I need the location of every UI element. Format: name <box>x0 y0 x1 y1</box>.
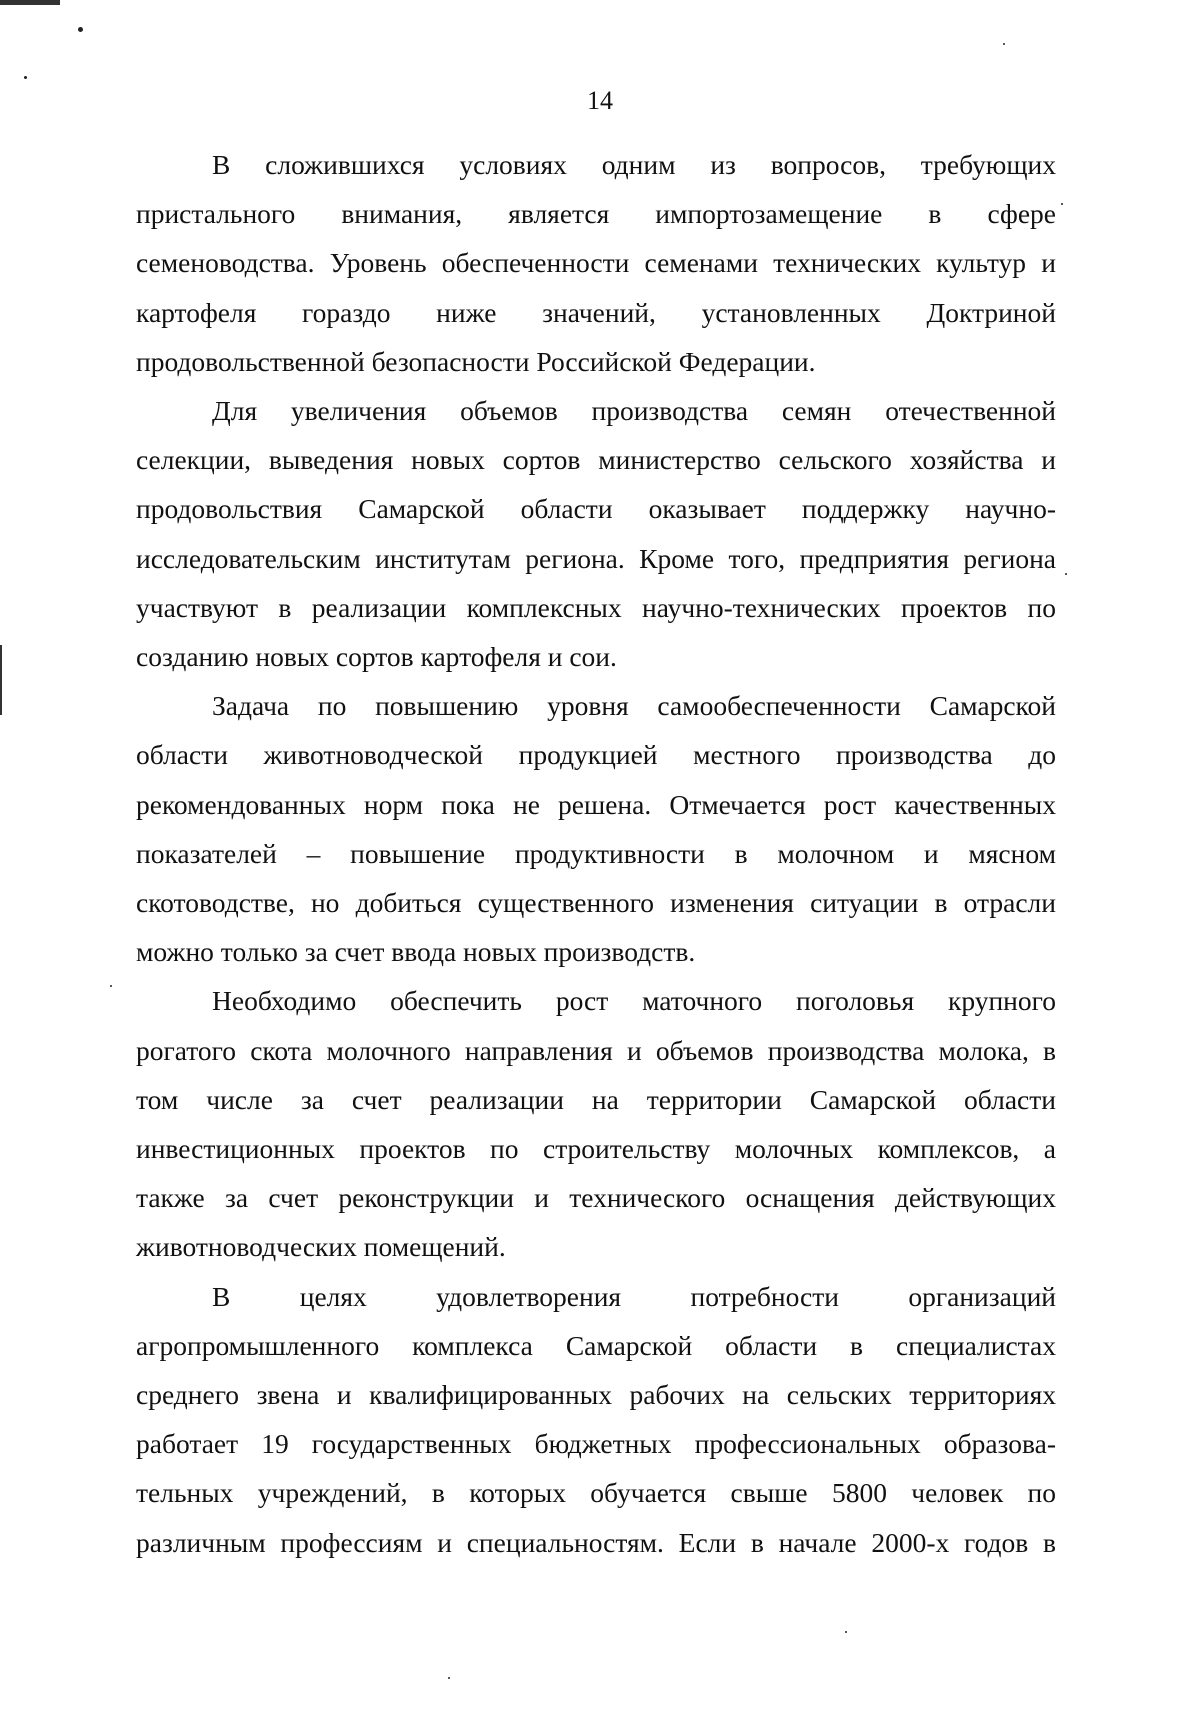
text-line: инвестиционных проектов по строительству молочных комплексов, а <box>136 1133 1056 1165</box>
scan-mark-top-left <box>0 0 60 5</box>
scan-mark-left-edge <box>0 645 2 715</box>
text-line: показателей – повышение продуктивности в молочном и мясном <box>136 837 1056 869</box>
scan-speck <box>1065 573 1067 575</box>
text-line: том числе за счет реализации на территории Самарской области <box>136 1083 1056 1115</box>
scan-speck <box>1061 203 1063 205</box>
text-line: рогатого скота молочного направления и объемов производства молока, в <box>136 1034 1056 1066</box>
text-line: различным профессиям и специальностям. Если в начале 2000-х годов в <box>136 1526 1056 1558</box>
text-line: созданию новых сортов картофеля и сои. <box>136 641 617 673</box>
text-line: продовольствия Самарской области оказывает поддержку научно- <box>136 493 1056 525</box>
text-line: семеноводства. Уровень обеспеченности семенами технических культур и <box>136 247 1056 279</box>
scan-speck <box>448 1677 450 1679</box>
text-line: участвуют в реализации комплексных научно-технических проектов по <box>136 591 1056 623</box>
text-line: Задача по повышению уровня самообеспеченности Самарской <box>212 690 1056 722</box>
text-line: работает 19 государственных бюджетных профессиональных образова- <box>136 1428 1056 1460</box>
paragraph-4 <box>136 976 1056 1271</box>
text-line: пристального внимания, является импортозамещение в сфере <box>136 198 1056 230</box>
text-line: также за счет реконструкции и технического оснащения действующих <box>136 1182 1056 1214</box>
paragraph-3 <box>136 681 1056 976</box>
text-line: Для увеличения объемов производства семян отечественной <box>212 395 1056 427</box>
paragraph-1 <box>136 140 1056 386</box>
text-line: В сложившихся условиях одним из вопросов, требующих <box>212 149 1056 180</box>
text-line: картофеля гораздо ниже значений, установленных Доктриной <box>136 296 1056 328</box>
text-line: области животноводческой продукцией местного производства до <box>136 739 1056 771</box>
text-line: агропромышленного комплекса Самарской области в специалистах <box>136 1329 1056 1361</box>
text-line: можно только за счет ввода новых производств. <box>136 936 696 968</box>
text-line: В целях удовлетворения потребности организаций <box>212 1280 1056 1312</box>
text-line: среднего звена и квалифицированных рабочих на сельских территориях <box>136 1379 1056 1411</box>
text-line: Необходимо обеспечить рост маточного поголовья крупного <box>212 985 1056 1017</box>
text-line: селекции, выведения новых сортов министерство сельского хозяйства и <box>136 444 1056 476</box>
text-line: исследовательским институтам региона. Кроме того, предприятия региона <box>136 542 1056 574</box>
text-line: тельных учреждений, в которых обучается свыше 5800 человек по <box>136 1477 1056 1509</box>
text-line: продовольственной безопасности Российской Федерации. <box>136 345 816 377</box>
text-line: животноводческих помещений. <box>136 1231 506 1263</box>
scan-speck <box>845 1631 847 1633</box>
page-number: 14 <box>587 86 613 115</box>
body-text <box>136 140 1056 1567</box>
text-line: скотоводстве, но добиться существенного изменения ситуации в отрасли <box>136 887 1056 919</box>
scan-speck <box>1003 43 1005 45</box>
scan-speck <box>110 985 112 987</box>
text-line: рекомендованных норм пока не решена. Отмечается рост качественных <box>136 788 1056 820</box>
paragraph-5 <box>136 1272 1056 1567</box>
paragraph-2 <box>136 386 1056 681</box>
scan-speck <box>78 27 83 32</box>
scan-speck <box>24 76 27 79</box>
